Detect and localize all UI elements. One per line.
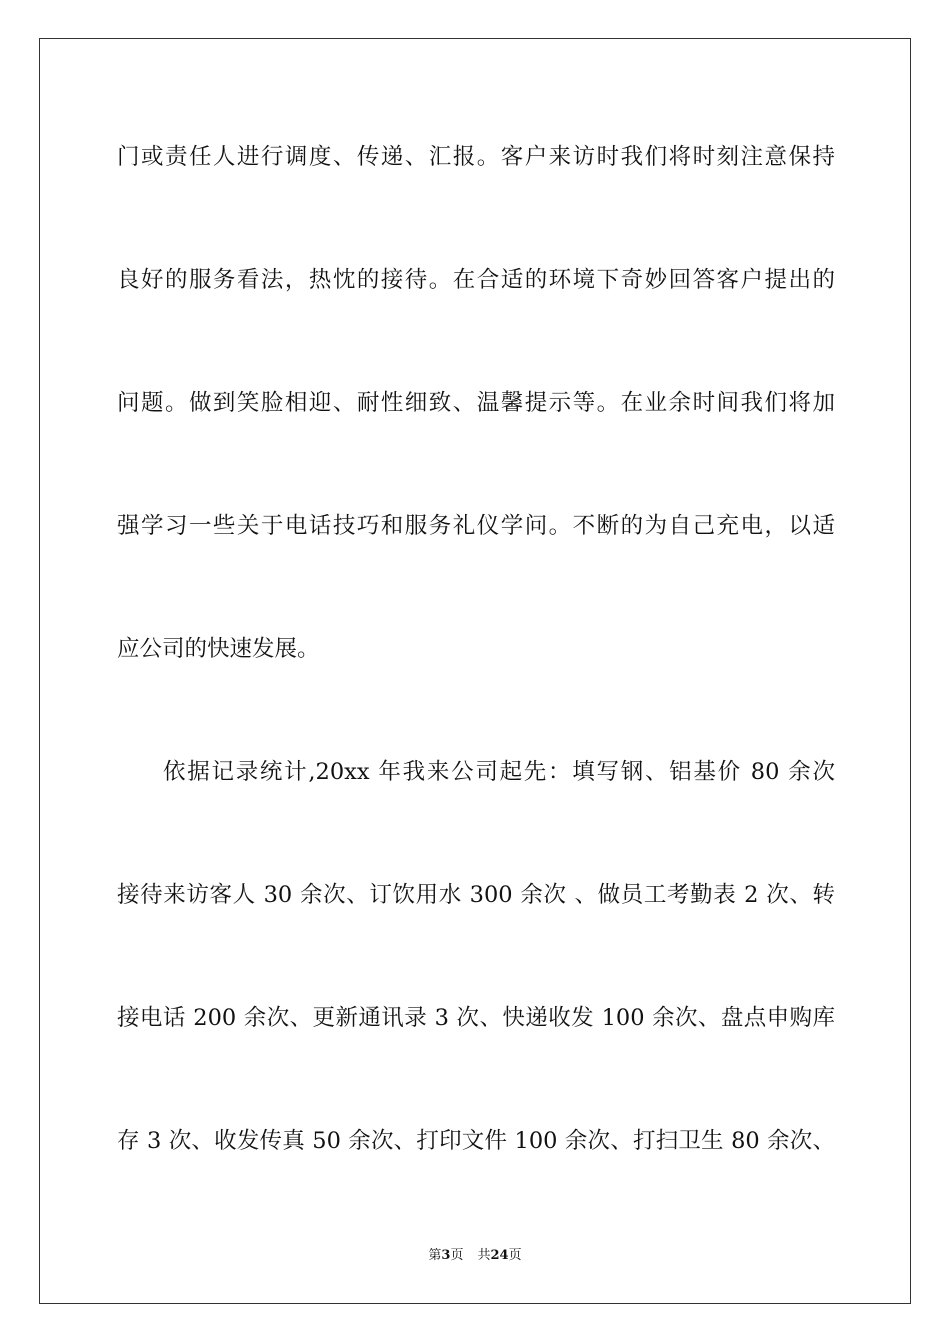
body-line-6-paragraph-start: 依据记录统计,20xx 年我来公司起先：填写钢、铝基价 80 余次: [163, 759, 835, 785]
footer-page-suffix: 页: [450, 1248, 464, 1263]
footer-page-prefix: 第: [428, 1248, 442, 1263]
body-line-5: 应公司的快速发展。: [117, 636, 320, 662]
body-line-2: 良好的服务看法，热忱的接待。在合适的环境下奇妙回答客户提出的: [117, 267, 835, 293]
body-line-7: 接待来访客人 30 余次、订饮用水 300 余次 、做员工考勤表 2 次、转: [117, 882, 835, 908]
page-footer: [0, 1247, 950, 1265]
footer-total-pages: 24: [490, 1248, 509, 1263]
footer-total-suffix: 页: [508, 1248, 522, 1263]
body-line-8: 接电话 200 余次、更新通讯录 3 次、快递收发 100 余次、盘点申购库: [117, 1005, 835, 1031]
body-line-1: 门或责任人进行调度、传递、汇报。客户来访时我们将时刻注意保持: [117, 144, 835, 170]
body-line-4: 强学习一些关于电话技巧和服务礼仪学问。不断的为自己充电，以适: [117, 513, 835, 539]
body-line-9: 存 3 次、收发传真 50 余次、打印文件 100 余次、打扫卫生 80 余次、: [117, 1128, 835, 1154]
footer-total-prefix: 共: [477, 1248, 491, 1263]
footer-page-number: 3: [441, 1248, 451, 1263]
body-line-3: 问题。做到笑脸相迎、耐性细致、温馨提示等。在业余时间我们将加: [117, 390, 835, 416]
page-border: [39, 38, 911, 1304]
